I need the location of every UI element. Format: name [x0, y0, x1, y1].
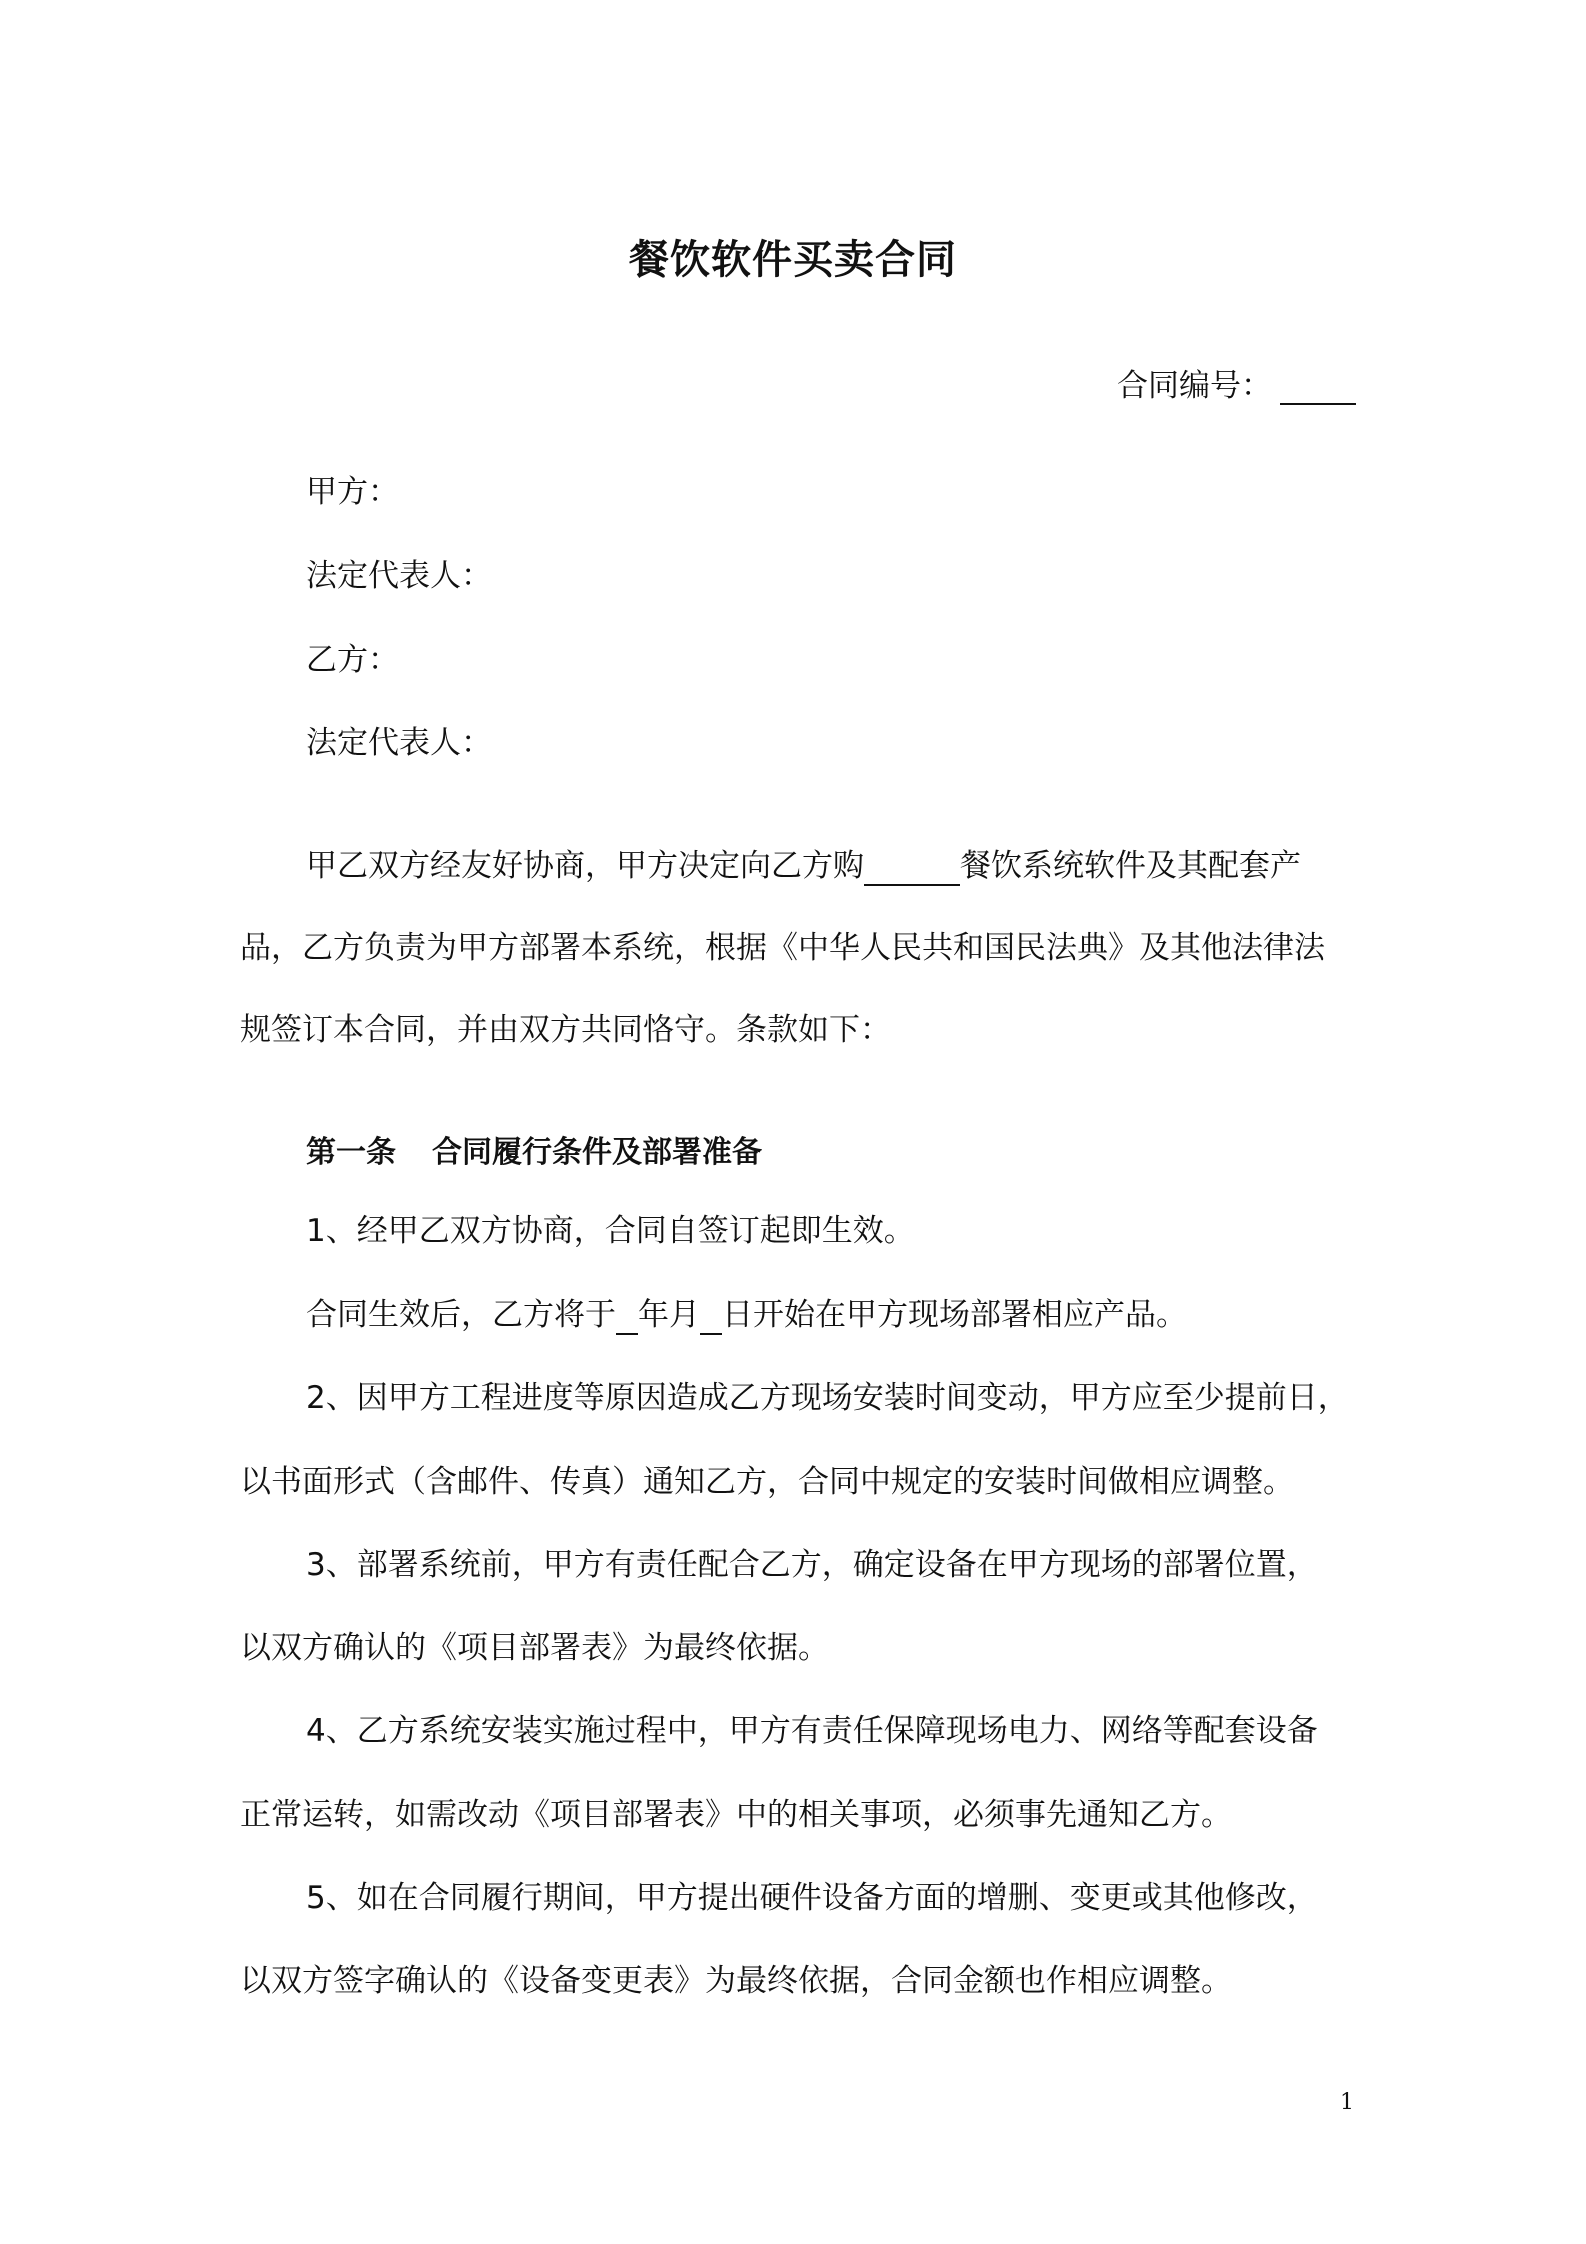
- day-blank: [700, 1299, 722, 1335]
- intro-line-3: 规签订本合同，并由双方共同恪守。条款如下：: [240, 1012, 891, 1048]
- article-1-heading: [306, 1127, 762, 1171]
- article-1-item-2-line-1: 2、因甲方工程进度等原因造成乙方现场安装时间变动，甲方应至少提前日，: [306, 1380, 1349, 1416]
- page-number: 1: [1340, 2090, 1354, 2115]
- product-blank: [864, 850, 960, 886]
- schedule-text-start: 合同生效后，乙方将于: [306, 1297, 616, 1333]
- document-title: 餐饮软件买卖合同: [629, 237, 957, 283]
- article-1-title: 合同履行条件及部署准备: [432, 1135, 762, 1170]
- intro-line-1-end: 餐饮系统软件及其配套产: [960, 848, 1301, 884]
- article-1-item-4-line-2: 正常运转，如需改动《项目部署表》中的相关事项，必须事先通知乙方。: [240, 1797, 1232, 1833]
- contract-number-label: 合同编号：: [1117, 368, 1272, 404]
- schedule-text-end: 日开始在甲方现场部署相应产品。: [722, 1297, 1187, 1333]
- contract-number: [1117, 360, 1356, 405]
- article-1-item-3-line-2: 以双方确认的《项目部署表》为最终依据。: [240, 1630, 829, 1666]
- party-a-label: 甲方：: [306, 474, 399, 510]
- intro-line-1: [306, 846, 1301, 886]
- intro-line-1-start: 甲乙双方经友好协商，甲方决定向乙方购: [306, 848, 864, 884]
- article-1-item-2-line-2: 以书面形式（含邮件、传真）通知乙方，合同中规定的安装时间做相应调整。: [240, 1464, 1294, 1500]
- article-1-item-3-line-1: 3、部署系统前，甲方有责任配合乙方，确定设备在甲方现场的部署位置，: [306, 1547, 1318, 1583]
- article-1-item-5-line-2: 以双方签字确认的《设备变更表》为最终依据，合同金额也作相应调整。: [240, 1963, 1232, 1999]
- article-1-item-5-line-1: 5、如在合同履行期间，甲方提出硬件设备方面的增删、变更或其他修改，: [306, 1880, 1318, 1916]
- article-1-item-4-line-1: 4、乙方系统安装实施过程中，甲方有责任保障现场电力、网络等配套设备: [306, 1713, 1318, 1749]
- schedule-text-mid: 年月: [638, 1297, 700, 1333]
- contract-number-blank: [1280, 369, 1356, 405]
- intro-line-2: 品，乙方负责为甲方部署本系统，根据《中华人民共和国民法典》及其他法律法: [240, 930, 1325, 966]
- party-b-label: 乙方：: [306, 642, 399, 678]
- year-blank: [616, 1299, 638, 1335]
- party-a-representative-label: 法定代表人：: [306, 558, 492, 594]
- article-1-number: 第一条: [306, 1135, 396, 1170]
- article-1-item-1-schedule: [306, 1295, 1187, 1335]
- article-1-item-1: 1、经甲乙双方协商，合同自签订起即生效。: [306, 1213, 915, 1249]
- party-b-representative-label: 法定代表人：: [306, 725, 492, 761]
